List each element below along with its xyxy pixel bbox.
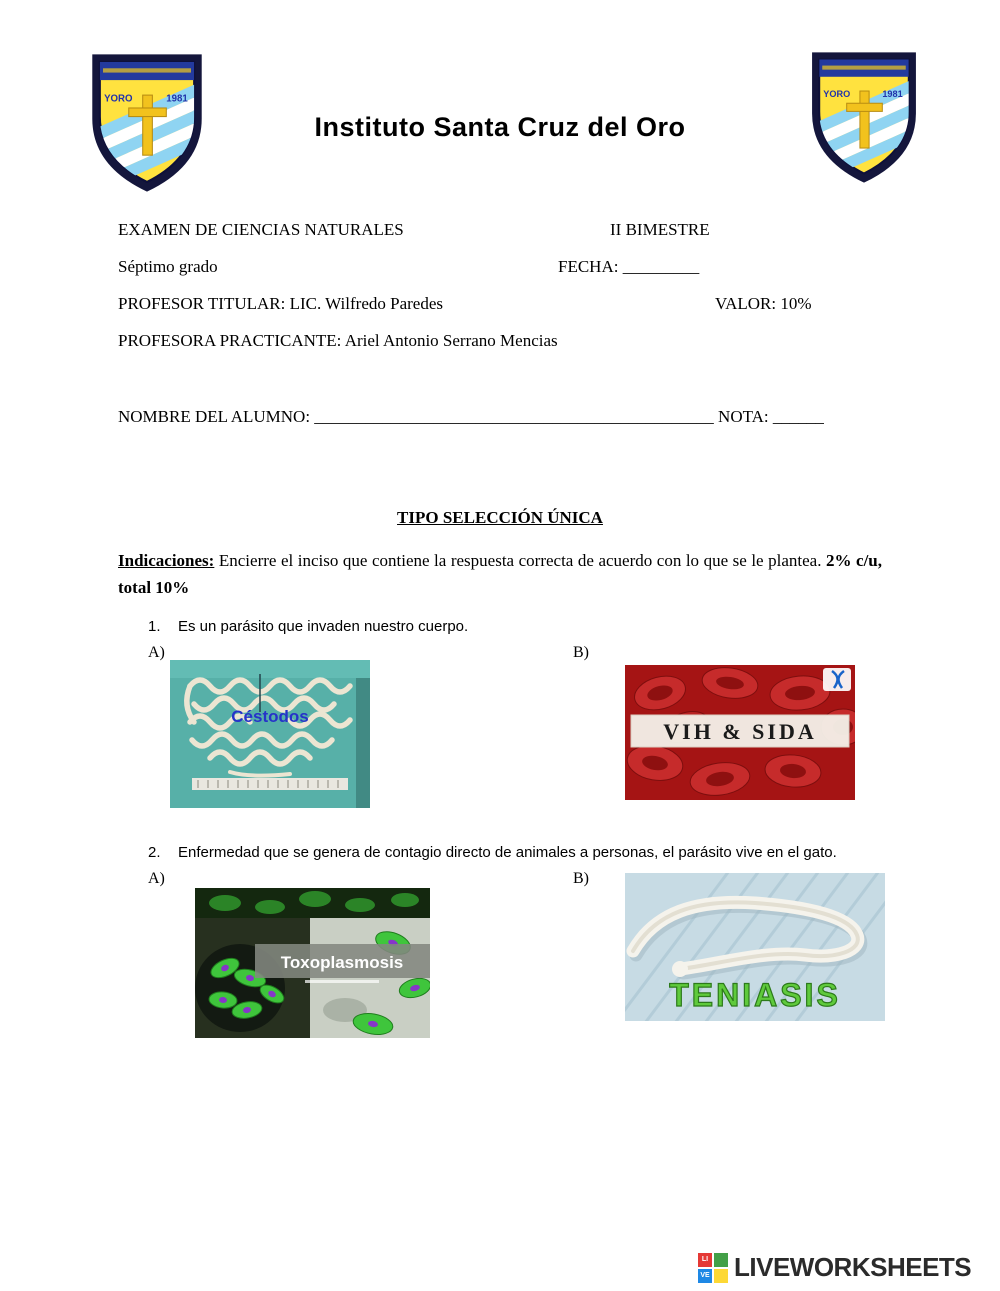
ruler [192,778,348,790]
liveworksheets-logo-icon [698,1253,728,1283]
question-1-option-a-caption: Céstodos [231,707,309,726]
instructions-label: Indicaciones: [118,551,215,570]
question-1 [148,618,468,635]
professor-line: PROFESOR TITULAR: LIC. Wilfredo Paredes [118,294,443,313]
instructions [118,548,882,602]
footer-brand-text: LIVEWORKSHEETS [734,1252,972,1282]
logo-square-bottom-right [714,1269,728,1283]
logo-square-top-left: LI [698,1253,712,1267]
question-1-option-a-label[interactable]: A) [148,644,165,661]
student-name-field: NOMBRE DEL ALUMNO: _______________________________________________ NOTA: ______ [118,407,824,426]
crest-motto-text: YORO [823,89,851,100]
logo-square-bottom-left: VE [698,1269,712,1283]
question-2 [148,844,888,861]
question-2-prompt: Enfermedad que se genera de contagio directo de animales a personas, el parásito vive en el gato. [178,844,837,861]
question-2-option-a-label[interactable]: A) [148,870,165,887]
question-2-option-b-image[interactable] [625,873,885,1021]
exam-title: EXAMEN DE CIENCIAS NATURALES [118,220,404,239]
question-1-option-b-label[interactable]: B) [573,644,589,661]
question-1-option-b-caption: VIH & SIDA [663,719,817,744]
question-1-option-a-image[interactable] [170,660,370,808]
question-1-prompt: Es un parásito que invaden nuestro cuerpo. [178,618,469,635]
question-1-option-b-image[interactable] [625,665,855,800]
instructions-body: Encierre el inciso que contiene la respuesta correcta de acuerdo con lo que se le plantea. [218,551,822,570]
question-1-number: 1. [148,618,161,635]
question-2-option-b-caption: TENIASIS [669,977,841,1013]
instructions-emphasis: 2% c/u, total 10% [118,551,882,597]
date-field: FECHA: _________ [558,257,700,276]
grade-label: Séptimo grado [118,257,218,276]
practitioner-line: PROFESORA PRACTICANTE: Ariel Antonio Serrano Mencias [118,331,558,350]
question-2-number: 2. [148,844,161,861]
crest-year-text: 1981 [166,93,188,105]
question-2-option-b-label[interactable]: B) [573,870,589,887]
section-heading: TIPO SELECCIÓN ÚNICA [397,508,603,527]
logo-square-top-right [714,1253,728,1267]
question-2-option-a-caption: Toxoplasmosis [280,953,404,972]
crest-motto-text: YORO [104,93,133,105]
footer-brand[interactable] [698,1252,971,1283]
question-2-option-a-image[interactable] [195,888,430,1038]
crest-year-text: 1981 [882,89,903,100]
page-title: Instituto Santa Cruz del Oro [314,112,686,142]
value-label: VALOR: 10% [715,294,812,313]
term-label: II BIMESTRE [610,220,710,239]
